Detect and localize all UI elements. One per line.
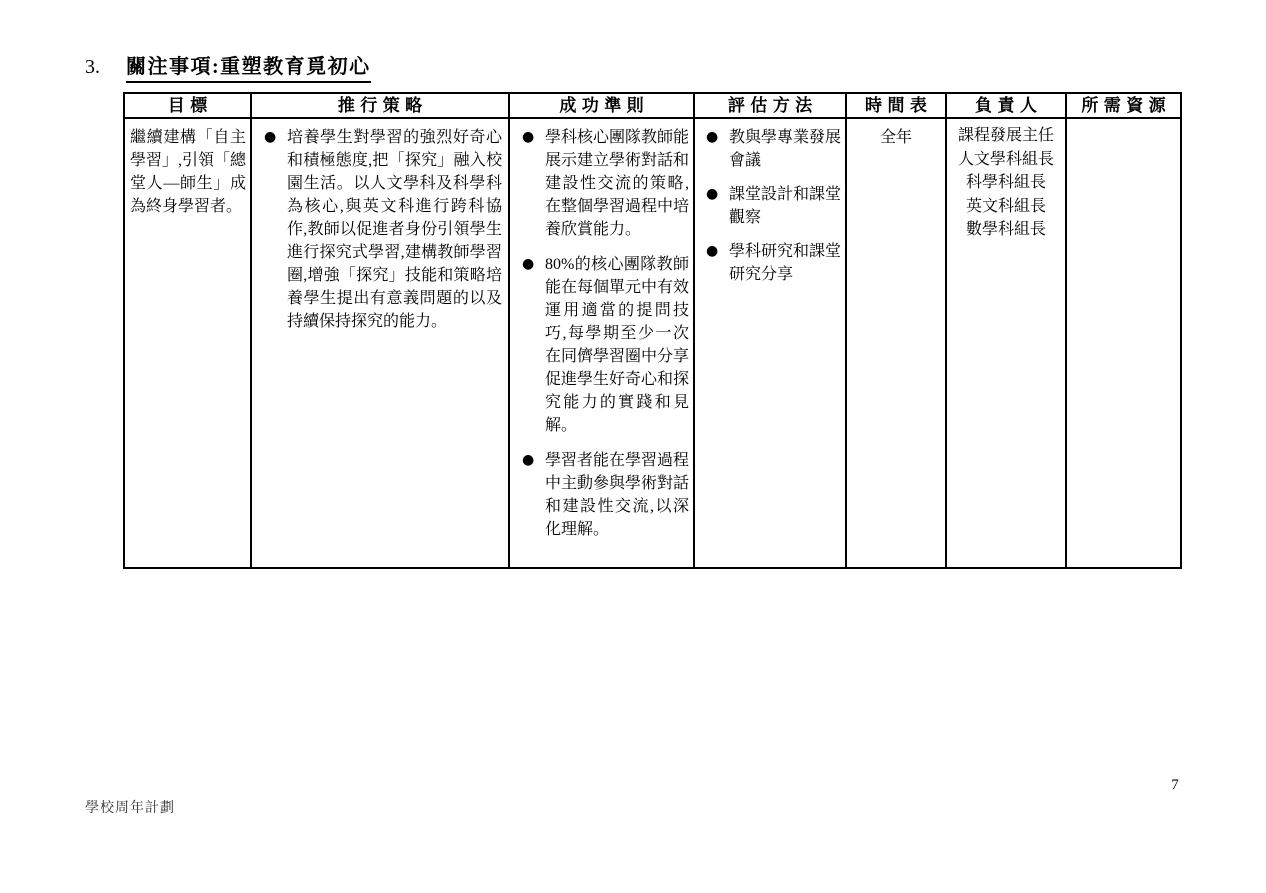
responsible-person: 英文科組長 <box>965 197 1046 215</box>
cell-timetable <box>846 118 946 568</box>
bullet-icon: ● <box>264 129 277 145</box>
timetable-text: 全年 <box>879 129 912 146</box>
success-criterion-text: 學科核心團隊教師能展示建立學術對話和建設性交流的策略,在整個學習過程中培養欣賞能力。 <box>545 129 690 238</box>
bullet-icon: ● <box>706 129 719 145</box>
page-title: 關注事項:重塑教育覓初心 <box>126 50 371 83</box>
list-item <box>522 126 689 241</box>
annual-plan-table <box>123 92 1182 569</box>
responsible-person: 人文學科組長 <box>957 150 1054 168</box>
evaluation-method-text: 學科研究和課堂研究分享 <box>729 243 842 283</box>
list-item <box>522 253 689 437</box>
list-item <box>706 240 841 286</box>
list-item <box>706 126 841 172</box>
strategy-text: 培養學生對學習的強烈好奇心和積極態度,把「探究」融入校園生活。以人文學科及科學科為核心,與英文科進行跨科協作,教師以促進者身份引領學生進行探究式學習,建構教師學習圈,增強「探究」技能和策略培養學生提出有意義問題的以及持續保持探究的能力。 <box>287 129 502 330</box>
responsible-person: 課程發展主任 <box>957 127 1054 144</box>
cell-strategies <box>251 118 509 568</box>
bullet-icon: ● <box>522 452 535 468</box>
cell-success-criteria <box>509 118 694 568</box>
col-header-timetable: 時間表 <box>846 93 946 118</box>
table-row <box>124 118 1181 568</box>
cell-responsible <box>946 118 1066 568</box>
cell-goal <box>124 118 251 568</box>
bullet-icon: ● <box>706 186 719 202</box>
col-header-responsible: 負責人 <box>946 93 1066 118</box>
cell-evaluation-methods <box>694 118 846 568</box>
success-criterion-text: 學習者能在學習過程中主動參與學術對話和建設性交流,以深化理解。 <box>545 452 690 538</box>
evaluation-method-text: 教與學專業發展會議 <box>729 129 842 169</box>
goal-text: 繼續建構「自主學習」,引領「總堂人—師生」成為終身學習者。 <box>130 129 247 215</box>
responsible-person: 數學科組長 <box>965 221 1046 238</box>
list-item <box>264 126 502 333</box>
section-title-row <box>85 50 371 83</box>
footer-doc-title: 學校周年計劃 <box>85 801 175 816</box>
col-header-strategy: 推行策略 <box>251 93 509 118</box>
list-item <box>522 449 689 541</box>
table-header-row <box>124 93 1181 118</box>
evaluation-method-text: 課堂設計和課堂觀察 <box>729 186 842 226</box>
col-header-goal: 目標 <box>124 93 251 118</box>
page-number: 7 <box>1171 777 1179 793</box>
col-header-resources: 所需資源 <box>1066 93 1181 118</box>
responsible-person: 科學科組長 <box>965 174 1046 191</box>
col-header-success-criteria: 成功準則 <box>509 93 694 118</box>
bullet-icon: ● <box>522 256 535 272</box>
cell-resources <box>1066 118 1181 568</box>
section-number: 3. <box>85 56 100 78</box>
list-item <box>706 183 841 229</box>
bullet-icon: ● <box>522 129 535 145</box>
col-header-evaluation: 評估方法 <box>694 93 846 118</box>
success-criterion-text: 80%的核心團隊教師能在每個單元中有效運用適當的提問技巧,每學期至少一次在同儕學習圈中分享促進學生好奇心和探究能力的實踐和見解。 <box>545 256 690 434</box>
bullet-icon: ● <box>706 243 719 259</box>
